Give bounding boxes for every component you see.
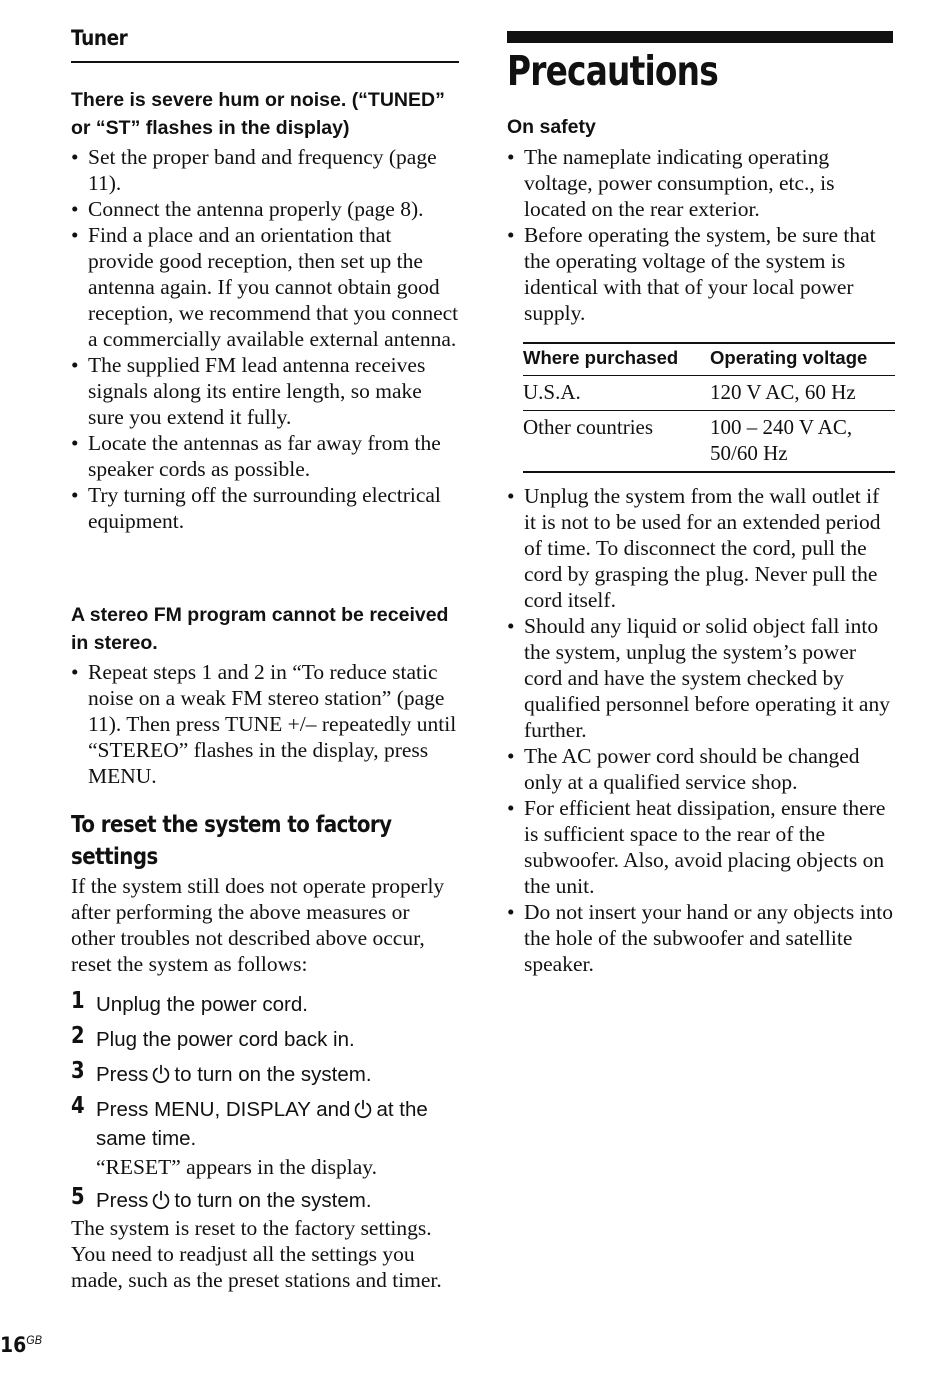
list-item: • Do not insert your hand or any objects into the hole of the subwoofer and satellite speaker. [507,899,895,977]
step-text-after: at the same time. [96,1098,428,1150]
list-item: • Try turning off the surrounding electrical equipment. [71,482,459,534]
bullet-list [71,659,459,789]
step-text: Unplug the power cord. [96,993,308,1016]
reset-intro: If the system still does not operate properly after performing the above measures or other troubles not described above occur, reset the system as follows: [71,874,445,976]
voltage-table-wrap [523,342,911,473]
step-number: 5 [71,1184,85,1210]
reset-steps [71,990,459,1221]
list-item: • For efficient heat dissipation, ensure there is sufficient space to the rear of the subwoofer. Also, avoid placing objects on the unit. [507,795,895,899]
list-item: • Locate the antennas as far away from the speaker cords as possible. [71,430,459,482]
step-number: 4 [71,1093,85,1119]
list-item: • Unplug the system from the wall outlet if it is not to be used for an extended period of time. To disconnect the cord, pull the cord by grasping the plug. Never pull the cord itself. [507,483,895,613]
safety-heading: On safety [507,116,596,138]
problem-heading: A stereo FM program cannot be received in stereo. [71,604,449,654]
tuner-problem-stereo [71,602,459,789]
list-item: • Set the proper band and frequency (page 11). [71,144,459,196]
column-header: Where purchased [523,343,710,376]
table-cell: 120 V AC, 60 Hz [710,376,895,411]
bullet-list [507,144,895,326]
reset-step [71,1060,459,1089]
list-item: • The AC power cord should be changed only at a qualified service shop. [507,743,895,795]
tuner-divider [71,61,459,63]
list-item: • Repeat steps 1 and 2 in “To reduce static noise on a weak FM stereo station” (page 11). Then press TUNE +/– repeatedly until “STEREO” flashes in the display, press MENU. [71,659,459,789]
reset-section [71,809,459,977]
step-note: “RESET” appears in the display. [96,1155,378,1179]
step-number: 1 [71,988,85,1014]
voltage-table [523,342,895,473]
reset-outro: The system is reset to the factory settings. You need to readjust all the settings you made, such as the preset stations and timer. [71,1216,442,1292]
table-cell: U.S.A. [523,376,710,411]
page-number-value: 16 [0,1333,27,1357]
problem-heading: There is severe hum or noise. (“TUNED” or “ST” flashes in the display) [71,89,445,139]
step-number: 2 [71,1023,85,1049]
column-header: Operating voltage [710,343,895,376]
list-item: • Before operating the system, be sure that the operating voltage of the system is identical with that of your local power supply. [507,222,895,326]
table-cell: Other countries [523,411,710,473]
on-safety-section [507,114,895,326]
precautions-title: Precautions [507,47,718,95]
step-text-before: Press [96,1063,149,1086]
reset-heading: To reset the system to factory settings [71,812,392,870]
reset-step [71,990,459,1019]
step-number: 3 [71,1058,85,1084]
page-number-suffix: GB [26,1333,42,1347]
reset-step [71,1095,459,1180]
bullet-list [71,144,459,534]
table-cell: 100 – 240 V AC, 50/60 Hz [710,411,895,473]
step-text-after: to turn on the system. [174,1063,372,1086]
table-row [523,376,895,411]
bullet-list [507,483,895,977]
power-icon [151,1190,171,1210]
step-text-before: Press [96,1189,149,1212]
list-item: • Find a place and an orientation that provide good reception, then set up the antenna again. If you cannot obtain good reception, we recommend that you connect a commercially available external antenna. [71,222,459,352]
power-icon [151,1064,171,1084]
step-text-after: to turn on the system. [174,1189,372,1212]
list-item: • The nameplate indicating operating voltage, power consumption, etc., is located on the rear exterior. [507,144,895,222]
table-row [523,411,895,473]
tuner-problem-hum [71,87,459,534]
precautions-bar [507,31,893,43]
power-icon [353,1099,373,1119]
tuner-section-title: Tuner [71,26,128,50]
list-item: • The supplied FM lead antenna receives signals along its entire length, so make sure you extend it fully. [71,352,459,430]
table-header-row [523,343,895,376]
step-text-before: Press MENU, DISPLAY and [96,1098,351,1121]
reset-step [71,1025,459,1054]
reset-step [71,1186,459,1215]
page-number [0,1333,42,1357]
list-item: • Connect the antenna properly (page 8). [71,196,459,222]
step-text: Plug the power cord back in. [96,1028,355,1051]
list-item: • Should any liquid or solid object fall into the system, unplug the system’s power cord and have the system checked by qualified personnel before operating it any further. [507,613,895,743]
